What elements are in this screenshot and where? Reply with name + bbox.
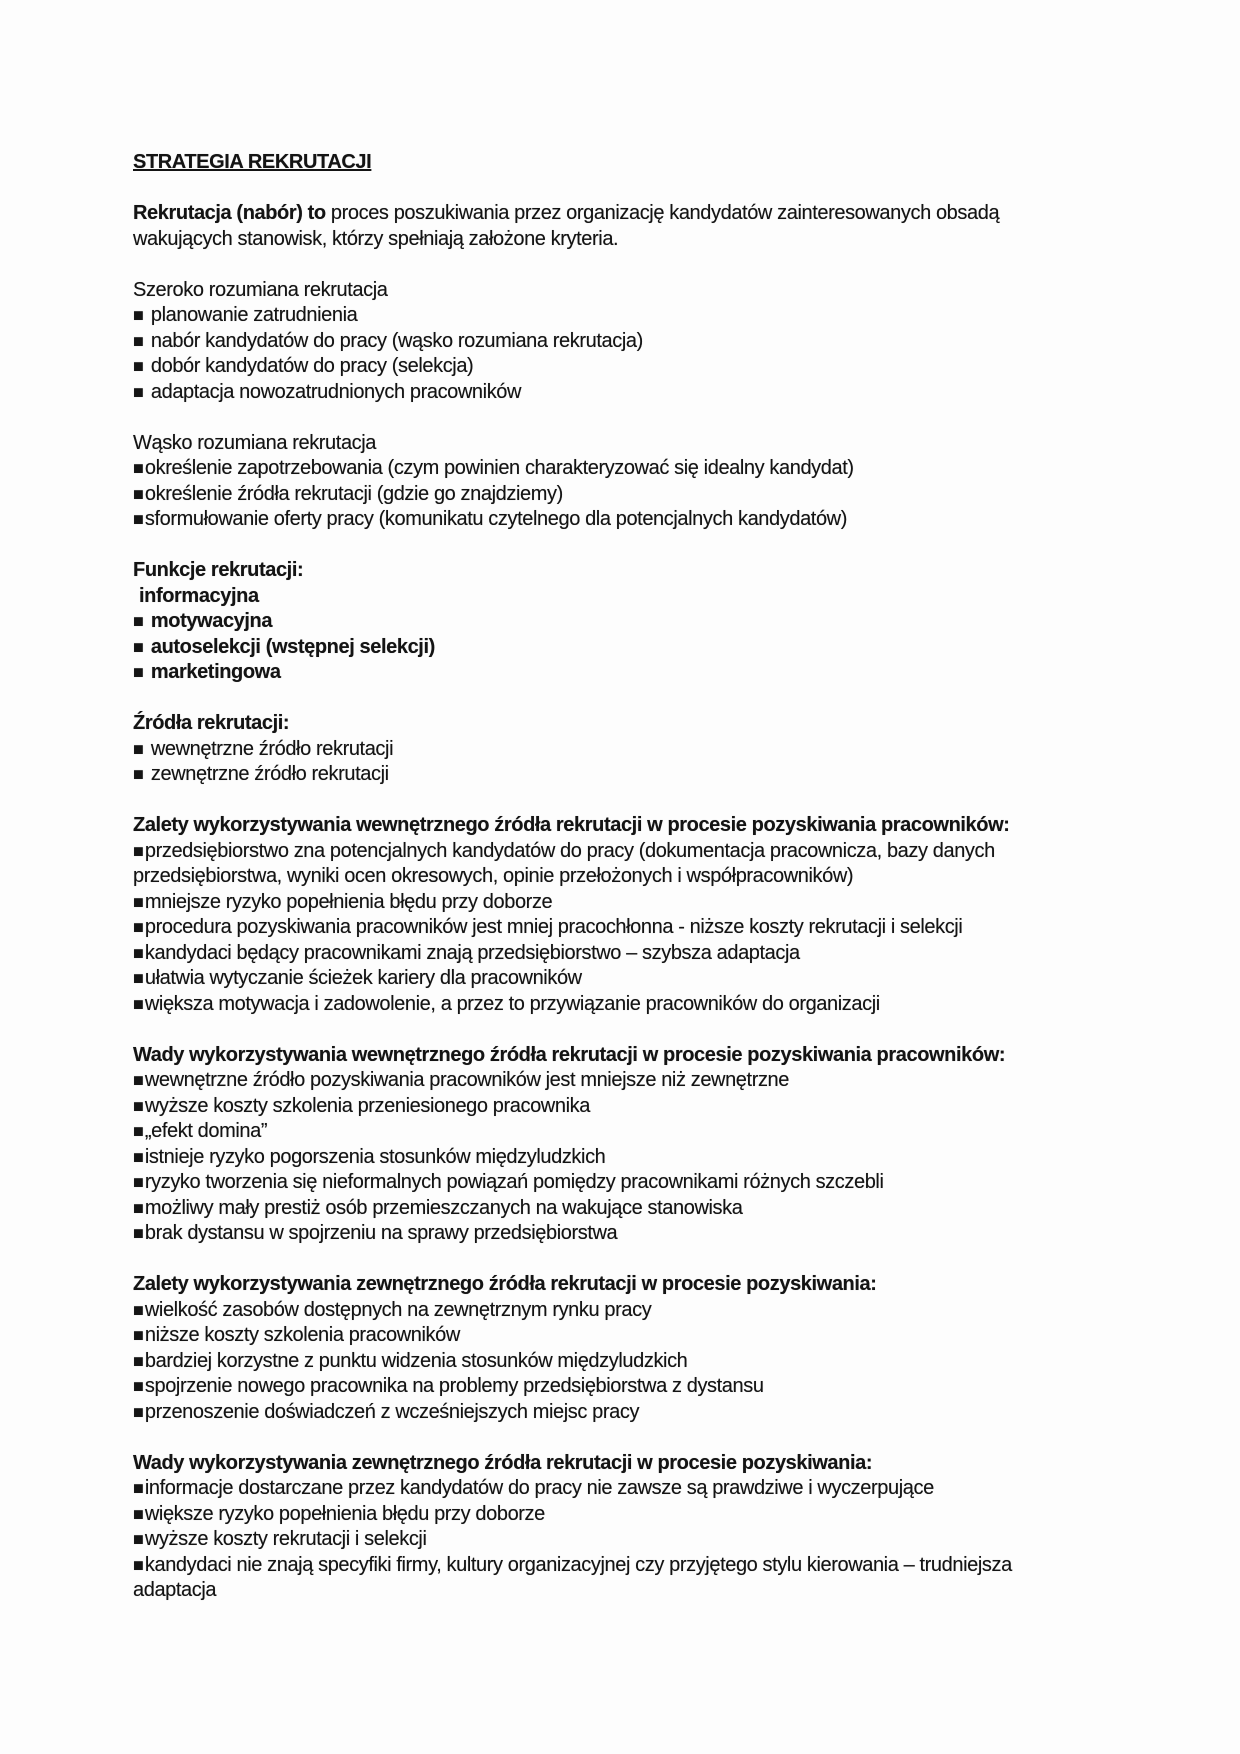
bullet-square-icon: ■ (133, 942, 144, 963)
bullet-item (133, 1349, 1145, 1375)
item-text: „efekt domina” (144, 1120, 268, 1142)
bullet-item (133, 482, 1145, 508)
item-text: większe ryzyko popełnienia błędu przy doborze (144, 1502, 545, 1525)
item-text: wyższe koszty szkolenia przeniesionego pracownika (144, 1094, 590, 1117)
item-text: przenoszenie doświadczeń z wcześniejszych miejsc pracy (144, 1400, 640, 1423)
bullet-item (133, 354, 1145, 380)
intro-line-2: wakujących stanowisk, którzy spełniają założone kryteria. (133, 227, 619, 250)
item-text: planowanie zatrudnienia (150, 304, 358, 326)
item-text: procedura pozyskiwania pracowników jest mniej pracochłonna - niższe koszty rekrutacji i selekcji (144, 916, 963, 938)
bullet-square-icon: ■ (133, 1401, 144, 1422)
section-2 (133, 431, 1145, 533)
bullet-square-icon: ■ (133, 1172, 144, 1192)
bullet-item (133, 1298, 1145, 1324)
bullet-item (133, 1221, 1145, 1247)
item-text: niższe koszty szkolenia pracowników (144, 1324, 460, 1346)
item-text: mniejsze ryzyko popełnienia błędu przy doborze (144, 890, 553, 913)
bullet-square-icon: ■ (133, 738, 144, 759)
bullet-square-icon: ■ (133, 1478, 144, 1498)
bullet-item (133, 839, 1145, 865)
bullet-item (133, 329, 1145, 355)
bullet-item (133, 992, 1145, 1018)
item-text: określenie zapotrzebowania (czym powinien charakteryzować się idealny kandydat) (144, 457, 854, 479)
bullet-square-icon: ■ (133, 305, 144, 325)
bullet-item (133, 1094, 1145, 1120)
bullet-square-icon: ■ (133, 1095, 144, 1116)
item-text: brak dystansu w spojrzeniu na sprawy przedsiębiorstwa (144, 1222, 618, 1244)
item-text: kandydaci będący pracownikami znają przedsiębiorstwo – szybsza adaptacja (144, 941, 800, 964)
bullet-square-icon: ■ (133, 483, 144, 504)
item-text: przedsiębiorstwo zna potencjalnych kandydatów do pracy (dokumentacja pracownicza, bazy danych (144, 839, 995, 862)
intro-bold-lead: Rekrutacja (nabór) to (133, 202, 326, 224)
bullet-square-icon: ■ (133, 1529, 144, 1549)
bullet-item (133, 1476, 1145, 1502)
item-text: marketingowa (150, 661, 281, 683)
bullet-item (133, 1323, 1145, 1349)
section-heading: Funkcje rekrutacji: (133, 559, 304, 581)
bullet-square-icon: ■ (133, 1223, 144, 1243)
item-text: większa motywacja i zadowolenie, a przez to przywiązanie pracowników do organizacji (144, 992, 880, 1015)
bullet-item (133, 1145, 1145, 1171)
bullet-square-icon: ■ (133, 1299, 144, 1320)
section-heading: Szeroko rozumiana rekrutacja (133, 278, 388, 301)
bullet-square-icon: ■ (133, 917, 144, 937)
bullet-item (133, 1374, 1145, 1400)
bullet-item (133, 1068, 1145, 1094)
section-4 (133, 711, 1145, 788)
item-text: sformułowanie oferty pracy (komunikatu czytelnego dla potencjalnych kandydatów) (144, 508, 847, 530)
bullet-square-icon: ■ (133, 1197, 144, 1218)
bullet-item-continuation (133, 1578, 1145, 1604)
intro-line-1-rest: proces poszukiwania przez organizację kandydatów zainteresowanych obsadą (325, 202, 1000, 224)
section-heading: Wąsko rozumiana rekrutacja (133, 431, 377, 454)
bullet-item (133, 1527, 1145, 1553)
bullet-item (133, 762, 1145, 788)
section-5 (133, 813, 1145, 1017)
bullet-item (133, 1400, 1145, 1426)
section-heading: Zalety wykorzystywania wewnętrznego źródła rekrutacji w procesie pozyskiwania pracowników: (133, 814, 1010, 836)
item-text: wewnętrzne źródło rekrutacji (150, 737, 394, 760)
item-text: określenie źródła rekrutacji (gdzie go znajdziemy) (144, 482, 563, 505)
bullet-square-icon: ■ (133, 1376, 144, 1396)
bullet-square-icon: ■ (133, 1503, 144, 1524)
item-text: zewnętrzne źródło rekrutacji (150, 763, 389, 785)
bullet-square-icon: ■ (133, 1070, 144, 1090)
bullet-item (133, 915, 1145, 941)
item-text: adaptacja nowozatrudnionych pracowników (150, 380, 522, 403)
item-text: przedsiębiorstwa, wyniki ocen okresowych, opinie przełożonych i współpracowników) (133, 865, 854, 887)
bullet-square-icon: ■ (133, 356, 144, 376)
bullet-item (133, 966, 1145, 992)
bullet-square-icon: ■ (133, 1350, 144, 1371)
bullet-item (133, 380, 1145, 406)
bullet-item (133, 941, 1145, 967)
bullet-square-icon: ■ (133, 968, 144, 988)
item-text: wielkość zasobów dostępnych na zewnętrznym rynku pracy (144, 1298, 652, 1321)
item-text: kandydaci nie znają specyfiki firmy, kultury organizacyjnej czy przyjętego stylu kierowania – trudniejsza (144, 1553, 1012, 1576)
item-text: ryzyko tworzenia się nieformalnych powiązań pomiędzy pracownikami różnych szczebli (144, 1171, 884, 1193)
bullet-item (133, 1119, 1145, 1145)
bullet-square-icon: ■ (133, 891, 144, 912)
bullet-item (133, 1553, 1145, 1579)
bullet-item (133, 609, 1145, 635)
item-text: nabór kandydatów do pracy (wąsko rozumiana rekrutacja) (150, 329, 643, 352)
item-text: spojrzenie nowego pracownika na problemy przedsiębiorstwa z dystansu (144, 1375, 764, 1397)
bullet-square-icon: ■ (133, 1121, 144, 1141)
bullet-square-icon: ■ (133, 993, 144, 1014)
bullet-item (133, 635, 1145, 661)
section-6 (133, 1043, 1145, 1247)
section-heading: Źródła rekrutacji: (133, 712, 290, 734)
item-text: adaptacja (133, 1579, 217, 1601)
item-text: ułatwia wytyczanie ścieżek kariery dla pracowników (144, 967, 582, 989)
bullet-item (133, 1196, 1145, 1222)
section-heading: Wady wykorzystywania zewnętrznego źródła rekrutacji w procesie pozyskiwania: (133, 1451, 873, 1474)
bullet-square-icon: ■ (133, 840, 144, 861)
bullet-square-icon: ■ (133, 764, 144, 784)
bullet-item (133, 1170, 1145, 1196)
item-text: możliwy mały prestiż osób przemieszczanych na wakujące stanowiska (144, 1196, 743, 1219)
section-3 (133, 558, 1145, 686)
bullet-square-icon: ■ (133, 636, 144, 657)
section-heading: Zalety wykorzystywania zewnętrznego źródła rekrutacji w procesie pozyskiwania: (133, 1273, 877, 1295)
section-7 (133, 1272, 1145, 1425)
intro-line-1 (133, 201, 1145, 227)
bullet-item (133, 584, 1145, 610)
bullet-item (133, 890, 1145, 916)
bullet-square-icon: ■ (133, 1146, 144, 1167)
bullet-square-icon: ■ (133, 611, 144, 631)
bullet-item (133, 1502, 1145, 1528)
item-text: dobór kandydatów do pracy (selekcja) (150, 355, 474, 377)
section-8 (133, 1451, 1145, 1604)
sections-container (133, 278, 1145, 1604)
bullet-square-icon: ■ (133, 381, 144, 402)
section-heading: Wady wykorzystywania wewnętrznego źródła rekrutacji w procesie pozyskiwania pracowników: (133, 1043, 1006, 1066)
section-1 (133, 278, 1145, 406)
bullet-item (133, 507, 1145, 533)
bullet-square-icon: ■ (133, 1554, 144, 1575)
intro-paragraph (133, 201, 1145, 252)
item-text: wyższe koszty rekrutacji i selekcji (144, 1528, 427, 1550)
item-text: istnieje ryzyko pogorszenia stosunków międzyludzkich (144, 1145, 606, 1168)
item-text: informacyjna (139, 584, 259, 607)
bullet-square-icon: ■ (133, 330, 144, 351)
item-text: autoselekcji (wstępnej selekcji) (150, 635, 435, 658)
bullet-square-icon: ■ (133, 662, 144, 682)
item-text: bardziej korzystne z punktu widzenia stosunków międzyludzkich (144, 1349, 688, 1372)
bullet-item (133, 456, 1145, 482)
bullet-item (133, 660, 1145, 686)
item-text: wewnętrzne źródło pozyskiwania pracowników jest mniejsze niż zewnętrzne (144, 1069, 789, 1091)
bullet-item-continuation (133, 864, 1145, 890)
item-text: motywacyjna (150, 610, 273, 632)
bullet-square-icon: ■ (133, 509, 144, 529)
bullet-square-icon: ■ (133, 458, 144, 478)
item-text: informacje dostarczane przez kandydatów do pracy nie zawsze są prawdziwe i wyczerpujące (144, 1477, 934, 1499)
document-title: STRATEGIA REKRUTACJI (133, 151, 372, 173)
bullet-item (133, 303, 1145, 329)
bullet-square-icon: ■ (133, 1325, 144, 1345)
bullet-item (133, 737, 1145, 763)
